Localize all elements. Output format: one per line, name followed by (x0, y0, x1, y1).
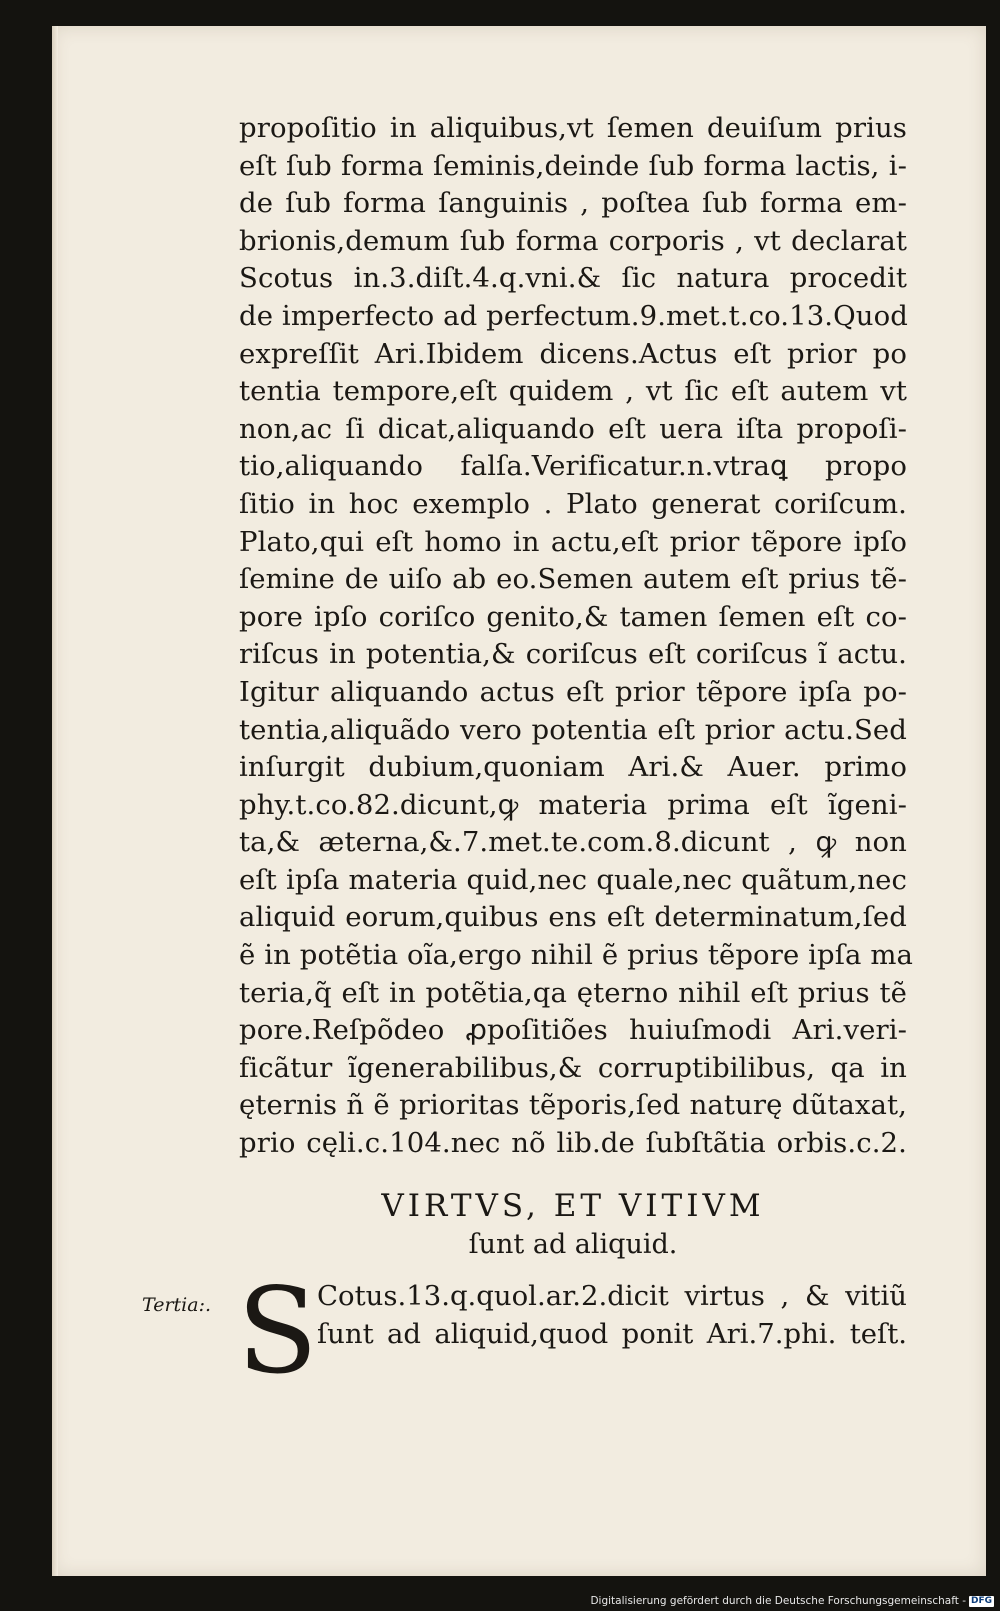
text-line: non,ac ſi dicat,aliquando eſt uera iſta propoſi- (239, 412, 907, 445)
dfg-logo: DFG (970, 1595, 992, 1606)
text-line: tentia tempore,eſt quidem , vt ſic eſt autem vt (239, 375, 907, 408)
text-line: propoſitio in aliquibus,vt ſemen deuiſum prius (239, 112, 907, 144)
text-line: inſurgit dubium,quoniam Ari.& Auer. primo (239, 751, 907, 784)
text-line: phy.t.co.82.dicunt,ꝙ materia prima eſt ĩgeni- (239, 788, 907, 821)
text-line: teria,q̃ eſt in potẽtia,qa ęterno nihil eſt prius tẽ (239, 976, 907, 1009)
text-line: eſt ipſa materia quid,nec quale,nec quãtum,nec (239, 863, 907, 896)
text-line: eſt ſub forma ſeminis,deinde ſub forma lactis, i- (239, 149, 907, 182)
margin-note: Tertia:. (142, 1294, 212, 1316)
text-line: aliquid eorum,quibus ens eſt determinatum,ſed (239, 901, 907, 934)
text-line: pore ipſo coriſco genito,& tamen ſemen eſt co- (239, 600, 907, 633)
text-line: ſitio in hoc exemplo . Plato generat coriſcum. (239, 487, 907, 520)
text-line: ſemine de uiſo ab eo.Semen autem eſt prius tẽ- (239, 563, 907, 596)
text-line: brionis,demum ſub forma corporis , vt declarat (239, 224, 907, 257)
decorated-initial: S (237, 1262, 318, 1400)
text-line: de imperfecto ad perfectum.9.met.t.co.13.Quod (239, 299, 908, 332)
text-line: ẽ in potẽtia oĩa,ergo nihil ẽ prius tẽpore ipſa ma (239, 939, 914, 972)
text-line: Plato,qui eſt homo in actu,eſt prior tẽpore ipſo (239, 525, 907, 558)
text-line: prio cęli.c.104.nec nõ lib.de ſubſtãtia orbis.c.2. (239, 1127, 907, 1160)
text-line: riſcus in potentia,& coriſcus eſt coriſcus ĩ actu. (239, 638, 907, 671)
book-page (52, 26, 986, 1576)
text-line: expreſſit Ari.Ibidem dicens.Actus eſt prior po (239, 337, 907, 370)
text-line: pore.Reſpõdeo ꝓpoſitiões huiuſmodi Ari.veri- (239, 1014, 907, 1047)
digitization-footer (590, 1595, 994, 1607)
text-line: tio,aliquando falſa.Verificatur.n.vtraꝗ propo (239, 450, 907, 483)
heading-sub: ſunt ad aliquid. (468, 1229, 678, 1260)
text-line: ęternis ñ ẽ prioritas tẽporis,ſed naturę dũtaxat, (239, 1089, 907, 1122)
text-line: ficãtur ĩgenerabilibus,& corruptibilibus, qa in (239, 1051, 907, 1084)
text-line: Igitur aliquando actus eſt prior tẽpore ipſa po- (239, 675, 907, 708)
section-heading (239, 1186, 907, 1264)
initial-paragraph (317, 1278, 907, 1353)
text-line: Cotus.13.q.quol.ar.2.dicit virtus , & vitiũ (317, 1280, 907, 1312)
text-line: Scotus in.3.diſt.4.q.vni.& ſic natura procedit (239, 262, 907, 295)
text-line: de ſub forma ſanguinis , poſtea ſub forma em- (239, 187, 907, 220)
text-line: tentia,aliquãdo vero potentia eſt prior actu.Sed (239, 713, 907, 746)
page-edge (52, 26, 58, 1576)
heading-main: VIRTVS, ET VITIVM (381, 1188, 765, 1224)
text-line: ſunt ad aliquid,quod ponit Ari.7.phi. teſt. (317, 1317, 907, 1350)
text-line: ta,& æterna,&.7.met.te.com.8.dicunt , ꝙ non (239, 826, 907, 859)
footer-text: Digitalisierung gefördert durch die Deutsche Forschungsgemeinschaft - (590, 1595, 966, 1607)
body-text-block (239, 110, 914, 1163)
